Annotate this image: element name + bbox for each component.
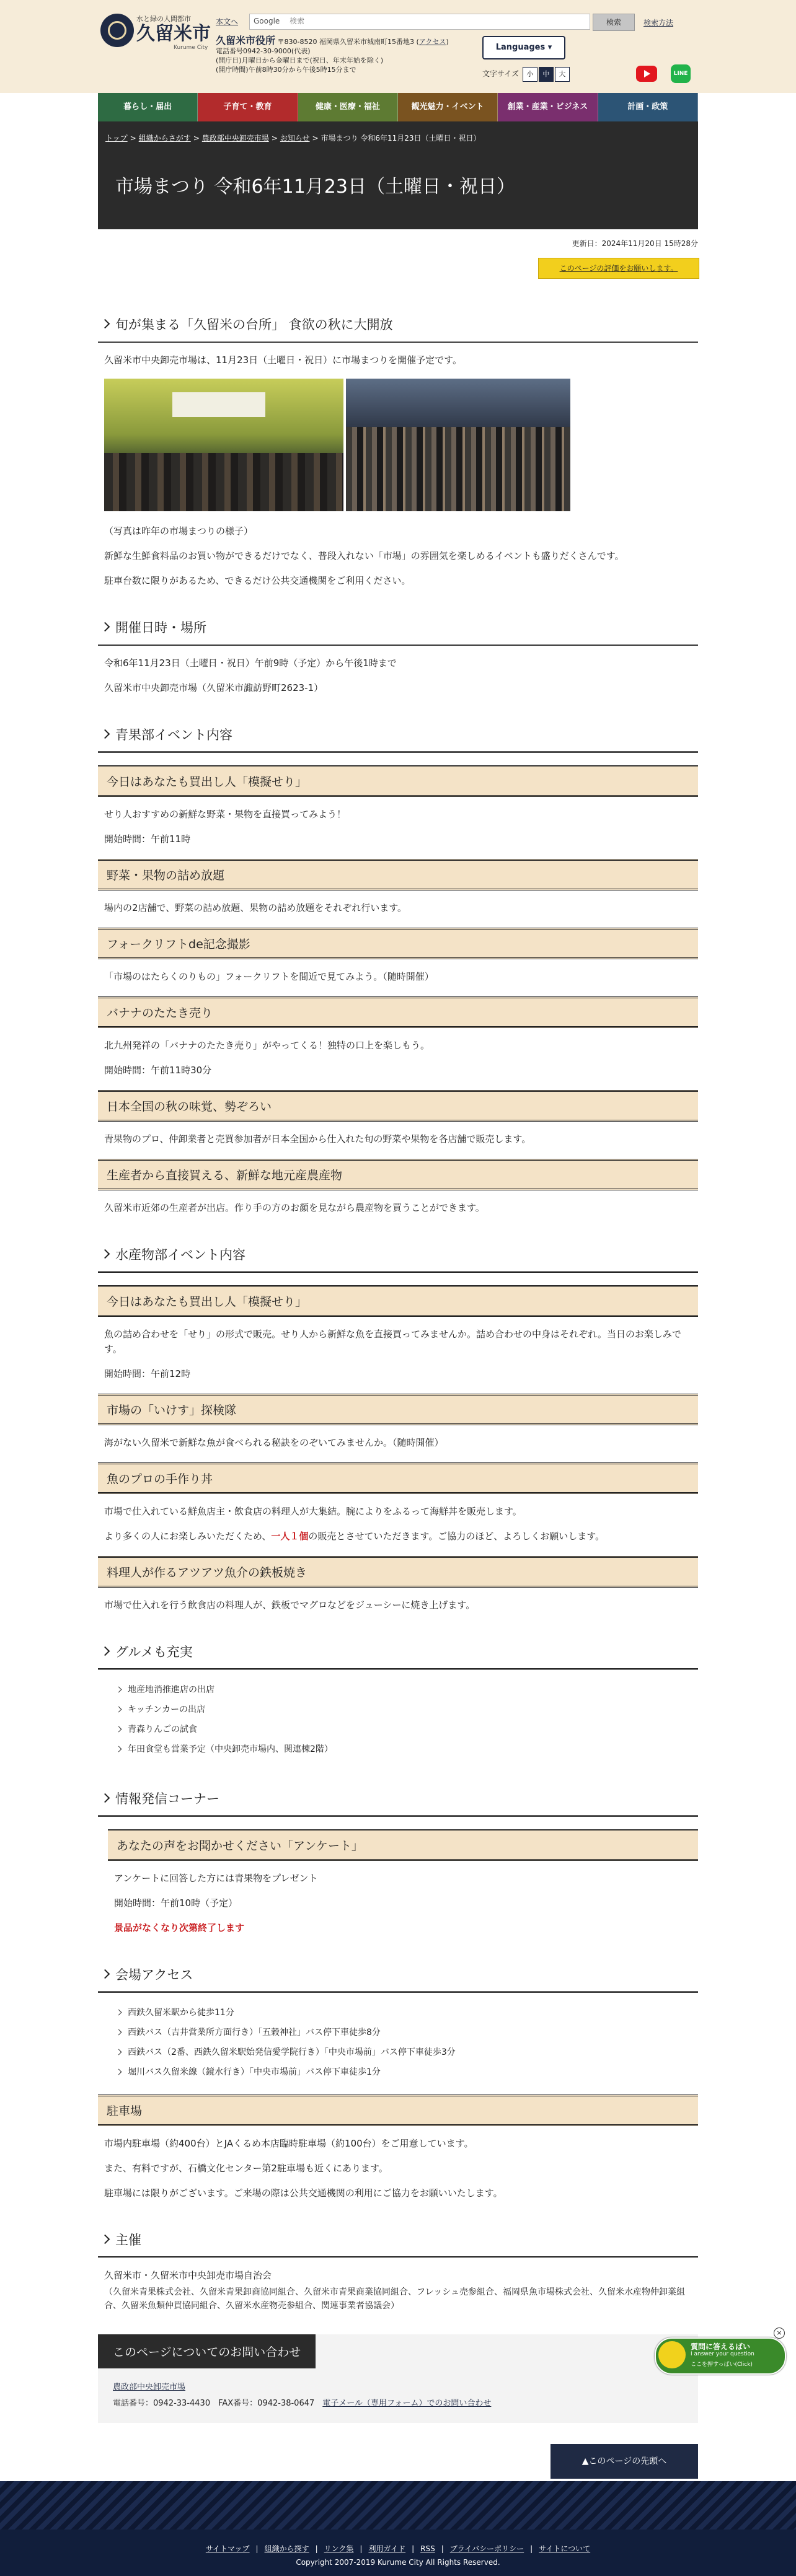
languages-button[interactable]: Languages ▾ <box>482 36 565 59</box>
event-date: 令和6年11月23日（土曜日・祝日）午前9時（予定）から午後1時まで <box>104 657 397 669</box>
list-item: 地産地消推進店の出店 <box>117 1680 698 1700</box>
chatbot-widget[interactable] <box>652 2328 785 2372</box>
section-heading: 主催 <box>98 2222 698 2258</box>
main-content <box>98 285 698 2423</box>
search-help-link[interactable]: 検索方法 <box>643 19 674 27</box>
chatbot-title: 質問に答えるばい <box>691 2342 751 2351</box>
subsection-heading: 今日はあなたも買出し人「模擬せり」 <box>98 1285 698 1317</box>
chatbot-subtitle: I answer your question <box>691 2351 754 2357</box>
paragraph: 市場で仕入れを行う飲食店の料理人が、鉄板でマグロなどをジューシーに焼き上げます。 <box>104 1599 475 1611</box>
list-item: 西鉄バス（2番、西鉄久留米駅始発信愛学院行き）「中央市場前」バス停下車徒歩3分 <box>117 2042 698 2062</box>
section-heading: 開催日時・場所 <box>98 609 698 646</box>
skip-to-content-link[interactable]: 本文へ <box>216 17 239 26</box>
access-link[interactable]: アクセス <box>418 38 446 46</box>
list-item: 年田食堂も営業予定（中央卸売市場内、関連棟2階） <box>117 1739 698 1759</box>
font-size-medium-button[interactable]: 中 <box>539 67 554 82</box>
list-item: 西鉄バス（吉井営業所方面行き）「五穀神社」バス停下車徒歩8分 <box>117 2023 698 2042</box>
font-size-large-button[interactable]: 大 <box>555 67 570 82</box>
footer-link-guide[interactable]: 利用ガイド <box>368 2544 406 2553</box>
paragraph <box>104 1529 692 1544</box>
youtube-icon[interactable] <box>636 66 657 82</box>
paragraph: 北九州発祥の「バナナのたたき売り」がやってくる！独特の口上を楽しもう。 <box>104 1040 430 1051</box>
gnav-item-kanko[interactable]: 観光魅力・イベント <box>398 93 498 121</box>
notice-red: 景品がなくなり次第終了します <box>114 1922 245 1933</box>
contact-body <box>98 2368 698 2423</box>
section-heading: 水産物部イベント内容 <box>98 1236 698 1273</box>
text-part: より多くの人にお楽しみいただくため、 <box>104 1531 272 1542</box>
photo-gallery <box>104 379 698 514</box>
languages-label: Languages <box>495 43 546 52</box>
breadcrumb: トップ > 組織からさがす > 農政部中央卸売市場 > お知らせ > 市場まつり 令和6年11月23日（土曜日・祝日） <box>105 134 481 143</box>
site-header <box>98 0 698 93</box>
gnav-item-kosodate[interactable]: 子育て・教育 <box>198 93 298 121</box>
access-list <box>117 2003 698 2082</box>
market-festival-photo-1 <box>104 379 343 511</box>
line-icon[interactable]: LINE <box>671 64 691 83</box>
start-time: 開始時間：午前12時 <box>104 1368 191 1379</box>
subsection-heading: フォークリフトde記念撮影 <box>98 928 698 959</box>
paragraph: アンケートに回答した方には青果物をプレゼント <box>114 1873 318 1884</box>
paragraph: 「市場のはたらくのりもの」フォークリフトを間近で見てみよう。（随時開催） <box>104 971 434 982</box>
breadcrumb-soshiki[interactable]: 組織からさがす <box>138 134 191 143</box>
subsection-heading: 野菜・果物の詰め放題 <box>98 859 698 890</box>
limit-notice: 一人１個 <box>271 1531 309 1542</box>
section-heading: 会場アクセス <box>98 1956 698 1993</box>
footer-pattern <box>0 2481 796 2530</box>
subsection-heading: 今日はあなたも買出し人「模擬せり」 <box>98 765 698 797</box>
gnav-item-keikaku[interactable]: 計画・政策 <box>598 93 698 121</box>
paragraph: 駐車台数に限りがあるため、できるだけ公共交通機関をご利用ください。 <box>104 575 411 586</box>
paragraph: 久留米市近郊の生産者が出店。作り手の方のお顔を見ながら農産物を買うことができます。 <box>104 1202 485 1213</box>
city-emblem-icon[interactable] <box>100 14 134 47</box>
paragraph: 魚の詰め合わせを「せり」の形式で販売。せり人から新鮮な魚を直接買ってみませんか。詰め合わせの中身はそれぞれ。当日のお楽しみです。 <box>104 1329 681 1355</box>
footer-link-privacy[interactable]: プライバシーポリシー <box>449 2544 524 2553</box>
logo-city-name: 久留米市 <box>136 23 211 45</box>
footer-link-about[interactable]: サイトについて <box>539 2544 591 2553</box>
section-heading: 青果部イベント内容 <box>98 716 698 753</box>
font-size-small-button[interactable]: 小 <box>523 67 537 82</box>
office-hours-days: (開庁日)月曜日から金曜日まで(祝日、年末年始を除く) <box>216 56 384 64</box>
close-icon[interactable]: × <box>774 2328 785 2339</box>
footer-link-rss[interactable]: RSS <box>420 2544 435 2553</box>
page-top-button[interactable]: ▲このページの先頭へ <box>551 2444 698 2479</box>
text-part: の販売とさせていただきます。ご協力のほど、よろしくお願いします。 <box>308 1531 605 1542</box>
search-input[interactable] <box>288 16 582 26</box>
contact-dept-link[interactable]: 農政部中央卸売市場 <box>113 2382 186 2392</box>
chatbot-click: ここを押すっばい(Click) <box>691 2362 753 2368</box>
logo-en-name: Kurume City <box>174 45 208 51</box>
updated-date: 更新日：2024年11月20日 15時28分 <box>572 239 698 248</box>
paragraph: 久留米市中央卸売市場は、11月23日（土曜日・祝日）に市場まつりを開催予定です。 <box>104 354 462 366</box>
gourmet-list <box>117 1680 698 1759</box>
subsection-heading: バナナのたたき売り <box>98 996 698 1028</box>
event-place: 久留米市中央卸売市場（久留米市諏訪野町2623-1） <box>104 682 324 693</box>
office-tel: 電話番号0942-30-9000(代表) <box>216 47 311 55</box>
office-hours-time: (開庁時間)午前8時30分から午後5時15分まで <box>216 66 356 74</box>
site-footer <box>0 2481 796 2576</box>
subsection-heading: 魚のプロの手作り丼 <box>98 1462 698 1494</box>
subsection-heading: 日本全国の秋の味覚、勢ぞろい <box>98 1090 698 1122</box>
contact-tel: 電話番号：0942-33-4430 FAX番号：0942-38-0647 <box>113 2398 315 2408</box>
logo-tagline: 水と緑の人間都市 <box>136 15 191 23</box>
page-evaluation-button[interactable]: このページの評価をお願いします。 <box>538 258 699 279</box>
font-size-switcher <box>482 67 570 82</box>
organizer-members: （久留米青果株式会社、久留米青果卸商協同組合、久留米市青果商業協同組合、フレッシュ売参組合、福岡県魚市場株式会社、久留米水産物仲卸業組合、久留米魚類仲買協同組合、久留米水産物売参組合、関連事業者協議会） <box>104 2287 686 2311</box>
subsection-heading: あなたの声をお聞かせください「アンケート」 <box>108 1829 698 1861</box>
contact-mail-link[interactable]: 電子メール（専用フォーム）でのお問い合わせ <box>322 2398 492 2408</box>
section-heading: 旬が集まる「久留米の台所」 食欲の秋に大開放 <box>98 306 698 343</box>
page-title: 市場まつり 令和6年11月23日（土曜日・祝日） <box>115 176 515 198</box>
organizer: 久留米市・久留米市中央卸売市場自治会 <box>104 2270 272 2281</box>
site-logo[interactable] <box>136 14 211 51</box>
list-item: 堀川バス久留米線（鏡水行き）「中央市場前」バス停下車徒歩1分 <box>117 2062 698 2082</box>
search-button[interactable]: 検索 <box>593 14 635 31</box>
paragraph: 海がない久留米で新鮮な魚が食べられる秘訣をのぞいてみませんか。（随時開催） <box>104 1437 444 1448</box>
list-item: キッチンカーの出店 <box>117 1700 698 1720</box>
footer-link-links[interactable]: リンク集 <box>324 2544 354 2553</box>
breadcrumb-ichiba[interactable]: 農政部中央卸売市場 <box>201 134 269 143</box>
subsection-heading: 市場の「いけす」探検隊 <box>98 1394 698 1425</box>
start-time: 開始時間：午前10時（予定） <box>114 1897 238 1909</box>
breadcrumb-current: 市場まつり 令和6年11月23日（土曜日・祝日） <box>321 134 481 143</box>
global-nav <box>98 93 698 121</box>
market-festival-photo-2 <box>346 379 570 511</box>
contact-heading: このページについてのお問い合わせ <box>98 2334 316 2368</box>
contact-box <box>98 2334 698 2423</box>
font-size-label: 文字サイズ <box>482 69 520 78</box>
copyright: Copyright 2007-2019 Kurume City All Rights Reserved. <box>296 2558 500 2567</box>
google-label: Google <box>254 17 280 25</box>
paragraph: 青果物のプロ、仲卸業者と売買参加者が日本全国から仕入れた旬の野菜や果物を各店舗で販売します。 <box>104 1133 531 1145</box>
gnav-item-sangyo[interactable]: 創業・産業・ビジネス <box>498 93 598 121</box>
paragraph: 新鮮な生鮮食料品のお買い物ができるだけでなく、普段入れない「市場」の雰囲気を楽しめるイベントも盛りだくさんです。 <box>104 550 624 561</box>
breadcrumb-oshirase[interactable]: お知らせ <box>280 134 310 143</box>
office-address: 〒830-8520 福岡県久留米市城南町15番地3 <box>277 38 414 46</box>
search-box[interactable] <box>249 14 590 30</box>
breadcrumb-top[interactable]: トップ <box>105 134 128 143</box>
start-time: 開始時間：午前11時 <box>104 833 191 845</box>
gnav-item-kenko[interactable]: 健康・医療・福祉 <box>298 93 398 121</box>
footer-links: サイトマップ | 組織から探す | リンク集 | 利用ガイド | RSS | プライバシーポリシー | サイトについて <box>205 2544 591 2553</box>
subsection-heading: 料理人が作るアツアツ魚介の鉄板焼き <box>98 1556 698 1588</box>
paragraph: 場内の2店舗で、野菜の詰め放題、果物の詰め放題をそれぞれ行います。 <box>104 902 407 913</box>
section-heading: グルメも充実 <box>98 1633 698 1670</box>
paragraph: 駐車場には限りがございます。ご来場の際は公共交通機関の利用にご協力をお願いいたします。 <box>104 2187 503 2199</box>
subsection-heading: 駐車場 <box>98 2095 698 2126</box>
paragraph: せり人おすすめの新鮮な野菜・果物を直接買ってみよう！ <box>104 809 347 820</box>
title-block <box>98 121 698 229</box>
office-info: 久留米市役所 〒830-8520 福岡県久留米市城南町15番地3 (アクセス) 電話番号0942-30-9000(代表) (開庁日)月曜日から金曜日まで(祝日、年末年始を除く) (開庁時間)午前8時30分から午後5時15分まで <box>216 35 449 74</box>
list-item: 青森りんごの試食 <box>117 1720 698 1739</box>
mascot-icon <box>658 2341 686 2368</box>
list-item: 西鉄久留米駅から徒歩11分 <box>117 2003 698 2023</box>
gnav-item-kurashi[interactable]: 暮らし・届出 <box>98 93 198 121</box>
office-name: 久留米市役所 <box>216 35 276 46</box>
paragraph: 市場で仕入れている鮮魚店主・飲食店の料理人が大集結。腕によりをふるって海鮮丼を販売します。 <box>104 1506 522 1517</box>
section-heading: 情報発信コーナー <box>98 1780 698 1817</box>
subsection-heading: 生産者から直接買える、新鮮な地元産農産物 <box>98 1159 698 1190</box>
paragraph: 市場内駐車場（約400台）とJAくるめ本店臨時駐車場（約100台）をご用意しています。 <box>104 2138 474 2149</box>
paragraph: また、有料ですが、石橋文化センター第2駐車場も近くにあります。 <box>104 2163 388 2174</box>
start-time: 開始時間：午前11時30分 <box>104 1065 212 1076</box>
footer-link-soshiki[interactable]: 組織から探す <box>264 2544 309 2553</box>
photo-caption: （写真は昨年の市場まつりの様子） <box>104 525 254 537</box>
footer-link-sitemap[interactable]: サイトマップ <box>205 2544 250 2553</box>
